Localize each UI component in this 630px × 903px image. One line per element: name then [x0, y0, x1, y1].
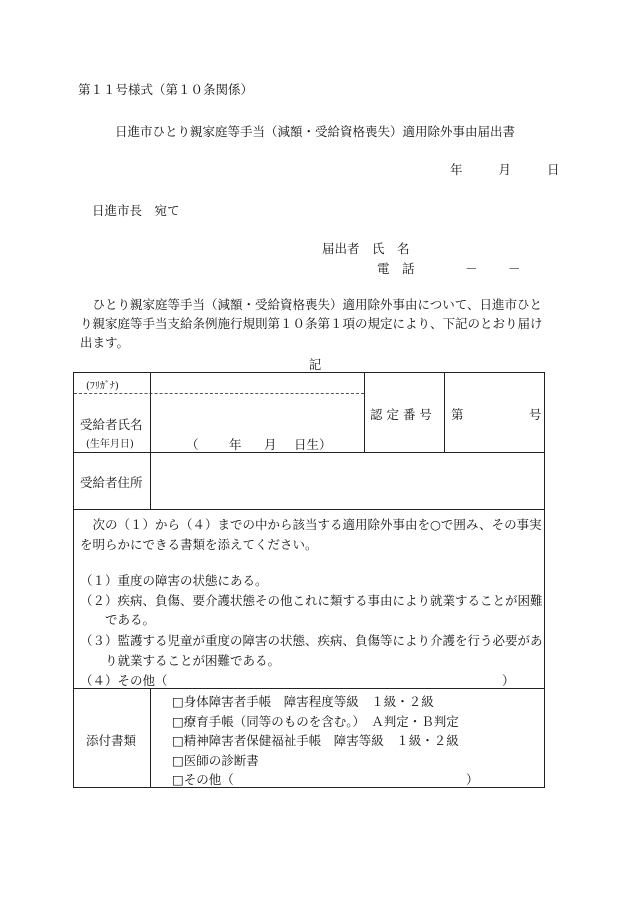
ki-heading: 記: [308, 357, 322, 372]
attachment-option[interactable]: □身体障害者手帳 障害程度等級 １級・２級: [172, 694, 434, 709]
reasons-instruction: を明らかにできる書類を添えてください。: [80, 537, 318, 552]
reason-item: である。: [80, 612, 156, 627]
cert-number-label: 認 定 番 号: [370, 407, 432, 422]
date-line: [450, 160, 559, 178]
applicant-name-label: 届出者 氏 名: [322, 241, 410, 256]
phone-separator: －: [508, 261, 521, 276]
col-divider: [444, 373, 445, 452]
date-day-label: 日: [546, 162, 560, 177]
birthdate-open: （: [186, 437, 199, 452]
cert-number-suffix: 号: [529, 407, 542, 422]
phone-separator: －: [465, 261, 478, 276]
furigana-label: (ﾌﾘｶﾞﾅ): [86, 381, 119, 392]
cert-number-prefix: 第: [451, 407, 464, 422]
document-title: 日進市ひとり親家庭等手当（減額・受給資格喪失）適用除外事由届出書: [114, 124, 515, 139]
attachment-option[interactable]: □療育手帳（同等のものを含む。） Ａ判定・Ｂ判定: [172, 714, 459, 729]
recipient-name-label: 受給者氏名: [80, 417, 143, 432]
reasons-instruction: 次の（１）から（４）までの中から該当する適用除外事由を○で囲み、その事実: [80, 517, 542, 532]
col-divider: [150, 373, 151, 452]
address-label: 受給者住所: [80, 475, 143, 490]
col-divider: [364, 373, 365, 452]
reason-other-close: ）: [502, 673, 515, 688]
birthdate-label: (生年月日): [86, 439, 134, 450]
birthdate-month-label: 月: [264, 437, 277, 452]
form-table: [73, 372, 545, 788]
attachment-option[interactable]: □医師の診断書: [172, 753, 259, 768]
reason-item: （１）重度の障害の状態にある。: [80, 573, 268, 588]
attachment-option[interactable]: □その他（: [172, 772, 234, 787]
applicant-phone-label: 電 話: [377, 261, 415, 276]
addressee: 日進市長 宛て: [92, 203, 180, 218]
attachment-option[interactable]: □精神障害者保健福祉手帳 障害等級 １級・２級: [172, 733, 459, 748]
furigana-divider: [74, 393, 364, 394]
date-year-label: 年: [450, 162, 463, 177]
row-divider: [74, 509, 544, 510]
reason-item: （３）監護する児童が重度の障害の状態、疾病、負傷等により介護を行う必要があ: [80, 633, 543, 648]
intro-paragraph: ひとり親家庭等手当（減額・受給資格喪失）適用除外事由について、日進市ひとり親家庭等手当支給条例施行規則第１０条第１項の規定により、下記のとおり届け出ます。: [80, 297, 543, 350]
col-divider: [150, 688, 151, 788]
attachment-other-close: ）: [466, 772, 479, 787]
attachments-label: 添付書類: [86, 733, 137, 748]
reason-item: （２）疾病、負傷、要介護状態その他これに類する事由により就業することが困難: [80, 593, 543, 608]
form-number: 第１１号様式（第１０条関係）: [78, 82, 254, 97]
date-month-label: 月: [498, 162, 511, 177]
col-divider: [150, 452, 151, 509]
reason-item: り就業することが困難である。: [80, 653, 281, 668]
birthdate-year-label: 年: [229, 437, 242, 452]
birthdate-day-label: 日生）: [294, 437, 332, 452]
reason-item: （４）その他（: [80, 673, 168, 688]
